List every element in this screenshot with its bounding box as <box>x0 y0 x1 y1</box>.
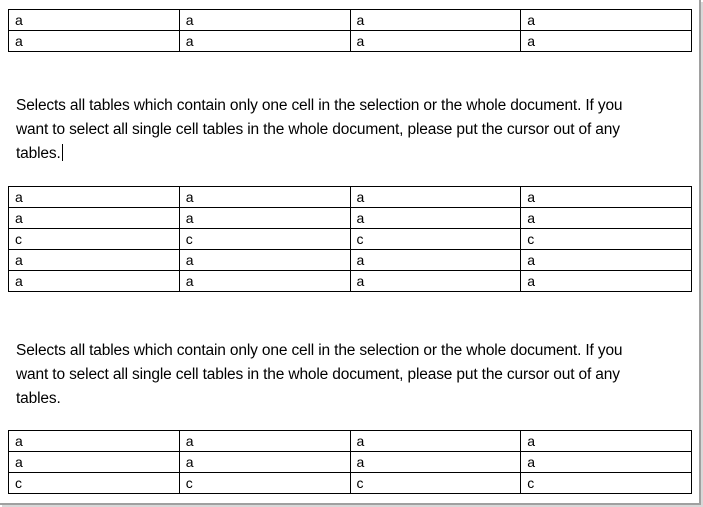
table-cell[interactable]: a <box>179 431 350 452</box>
table-cell[interactable]: a <box>179 271 350 292</box>
table-cell[interactable]: a <box>350 431 521 452</box>
table-cell[interactable]: a <box>179 208 350 229</box>
paragraph-line-text: tables. <box>16 145 61 162</box>
table-cell[interactable]: a <box>179 250 350 271</box>
table-cell[interactable]: a <box>179 31 350 52</box>
table-cell[interactable]: c <box>9 229 180 250</box>
table-cell[interactable]: a <box>9 31 180 52</box>
table-cell[interactable]: c <box>179 229 350 250</box>
paragraph-line: Selects all tables which contain only one cell in the selection or the whole document. If you <box>16 342 623 359</box>
table-cell[interactable]: a <box>9 452 180 473</box>
table-cell[interactable]: a <box>521 250 692 271</box>
paragraph-line <box>16 142 692 166</box>
table-3[interactable] <box>8 430 692 494</box>
paragraph-line: want to select all single cell tables in the whole document, please put the cursor out of any <box>16 366 620 383</box>
table-cell[interactable]: a <box>9 250 180 271</box>
table-cell[interactable]: a <box>179 452 350 473</box>
table-cell[interactable]: a <box>521 187 692 208</box>
paragraph-1[interactable] <box>16 94 692 166</box>
table-row <box>9 452 692 473</box>
table-cell[interactable]: a <box>521 431 692 452</box>
table-row <box>9 271 692 292</box>
table-cell[interactable]: a <box>521 10 692 31</box>
table-cell[interactable]: a <box>179 10 350 31</box>
table-cell[interactable]: a <box>350 31 521 52</box>
text-cursor <box>62 144 63 161</box>
table-row <box>9 473 692 494</box>
paragraph-line: want to select all single cell tables in the whole document, please put the cursor out of any <box>16 121 620 138</box>
table-row <box>9 187 692 208</box>
table-cell[interactable]: a <box>350 10 521 31</box>
table-cell[interactable]: a <box>350 271 521 292</box>
table-cell[interactable]: c <box>9 473 180 494</box>
table-cell[interactable]: a <box>350 187 521 208</box>
table-row <box>9 31 692 52</box>
table-row <box>9 250 692 271</box>
table-cell[interactable]: c <box>179 473 350 494</box>
table-cell[interactable]: c <box>521 473 692 494</box>
table-cell[interactable]: a <box>350 250 521 271</box>
table-cell[interactable]: a <box>521 271 692 292</box>
paragraph-line: Selects all tables which contain only one cell in the selection or the whole document. If you <box>16 97 623 114</box>
table-cell[interactable]: a <box>9 187 180 208</box>
table-cell[interactable]: c <box>350 473 521 494</box>
table-2[interactable] <box>8 186 692 292</box>
table-cell[interactable]: c <box>350 229 521 250</box>
table-cell[interactable]: a <box>179 187 350 208</box>
table-cell[interactable]: a <box>9 208 180 229</box>
paragraph-line: tables. <box>16 390 61 407</box>
table-row <box>9 208 692 229</box>
table-row <box>9 229 692 250</box>
table-cell[interactable]: a <box>521 31 692 52</box>
table-cell[interactable]: a <box>9 10 180 31</box>
table-1[interactable] <box>8 9 692 52</box>
table-cell[interactable]: a <box>9 431 180 452</box>
table-cell[interactable]: a <box>350 208 521 229</box>
table-cell[interactable]: a <box>521 452 692 473</box>
table-cell[interactable]: a <box>9 271 180 292</box>
table-cell[interactable]: c <box>521 229 692 250</box>
paragraph-2[interactable] <box>16 339 692 411</box>
table-row <box>9 431 692 452</box>
table-cell[interactable]: a <box>350 452 521 473</box>
table-cell[interactable]: a <box>521 208 692 229</box>
table-row <box>9 10 692 31</box>
